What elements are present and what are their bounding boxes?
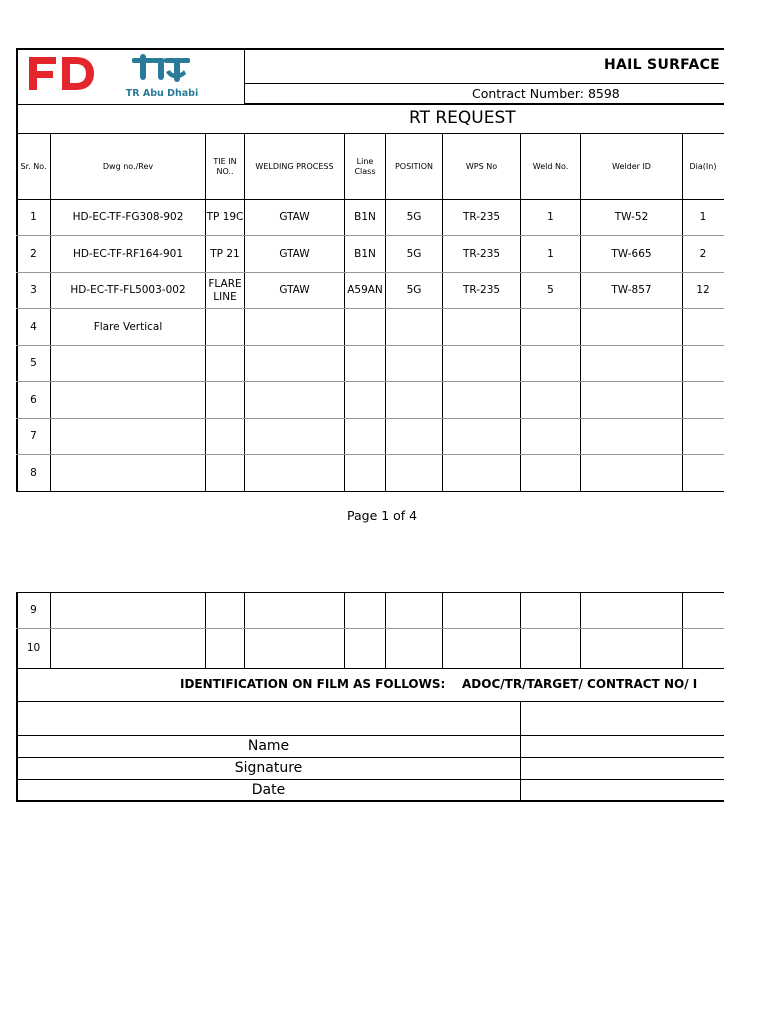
col-header-line-class: Line Class	[354, 157, 376, 176]
signature-field[interactable]	[521, 758, 724, 779]
cell-weld: 1	[547, 211, 554, 224]
tr-logo-caption: TR Abu Dhabi	[125, 88, 199, 99]
cell-tie: FLARE LINE	[208, 278, 242, 303]
cell-sr: 6	[30, 393, 37, 406]
project-title: HAIL SURFACE	[604, 57, 721, 73]
cell-dia: 12	[696, 284, 710, 297]
cell-weld: 1	[547, 247, 554, 260]
form-title: RT REQUEST	[409, 108, 516, 128]
contract-number	[472, 86, 620, 101]
date-label: Date	[251, 781, 286, 798]
cell-sr: 2	[30, 247, 37, 260]
name-label: Name	[247, 738, 290, 755]
date-field[interactable]	[521, 780, 724, 800]
cell-position: 5G	[406, 284, 422, 297]
cell-wps: TR-235	[462, 284, 501, 297]
contract-label: Contract Number:	[472, 86, 584, 101]
col-header-welder: Welder ID	[612, 161, 651, 171]
cell-weld: 5	[547, 284, 554, 297]
cell-position: 5G	[406, 211, 422, 224]
cell-dia: 1	[699, 211, 707, 224]
cell-sr: 4	[30, 320, 37, 333]
col-header-wps: WPS No	[465, 161, 498, 171]
col-header-process: WELDING PROCESS	[255, 161, 334, 171]
tr-logo	[108, 50, 220, 102]
cell-dwg: Flare Vertical	[93, 320, 163, 333]
cell-dwg: HD-EC-TF-FL5003-002	[70, 284, 186, 297]
cell-line-class: B1N	[354, 211, 376, 224]
cell-sr: 9	[30, 604, 37, 617]
col-header-weld: Weld No.	[532, 161, 569, 171]
page-label: Page 1 of 4	[347, 508, 418, 523]
cell-wps: TR-235	[462, 211, 501, 224]
cell-tie: TP 21	[210, 247, 240, 260]
cell-welder: TW-857	[611, 284, 652, 297]
identification-text: IDENTIFICATION ON FILM AS FOLLOWS: ADOC/TR/TARGET/ CONTRACT NO/ I	[180, 677, 698, 691]
cell-sr: 8	[30, 466, 37, 479]
cell-sr: 10	[26, 642, 41, 655]
cell-line-class: A59AN	[347, 284, 383, 297]
cell-dwg: HD-EC-TF-FG308-902	[72, 211, 184, 224]
col-header-position: POSITION	[394, 161, 434, 171]
fd-logo	[26, 52, 96, 94]
cell-dwg: HD-EC-TF-RF164-901	[72, 247, 183, 260]
signature-label: Signature	[234, 760, 303, 777]
cell-process: GTAW	[279, 247, 310, 260]
col-header-tie: TIE IN NO..	[213, 157, 237, 176]
cell-wps: TR-235	[462, 247, 501, 260]
cell-sr: 3	[30, 284, 37, 297]
cell-line-class: B1N	[354, 247, 376, 260]
cell-welder: TW-665	[611, 247, 652, 260]
contract-value: 8598	[587, 86, 620, 101]
cell-sr: 1	[30, 211, 37, 224]
cell-position: 5G	[406, 247, 422, 260]
cell-welder: TW-52	[614, 211, 649, 224]
cell-process: GTAW	[279, 211, 310, 224]
cell-sr: 7	[30, 430, 37, 443]
cell-sr: 5	[30, 357, 37, 370]
col-header-sr: Sr. No.	[20, 161, 47, 171]
col-header-dwg: Dwg no./Rev	[102, 161, 154, 171]
col-header-dia: Dia(In)	[689, 161, 717, 171]
cell-dia: 2	[699, 247, 707, 260]
cell-tie: TP 19C	[206, 211, 244, 224]
cell-process: GTAW	[279, 284, 310, 297]
name-field[interactable]	[521, 736, 724, 757]
